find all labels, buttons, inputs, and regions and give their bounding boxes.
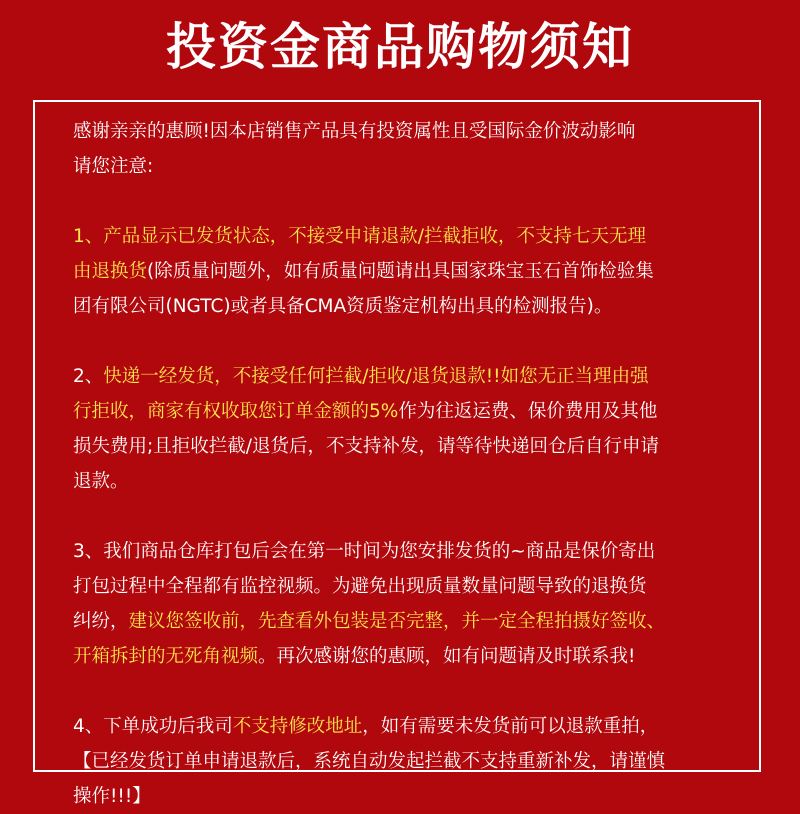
item2-line-2-rest: 作为往返运费、保价费用及其他 (398, 401, 658, 422)
item4-line-1 (73, 709, 737, 744)
item2-line-3: 损失费用;且拒收拦截/退货后，不支持补发，请等待快递回仓后自行申请 (73, 436, 659, 457)
item3-line-3-plain: 纠纷， (73, 611, 129, 632)
item2-highlight-2: 行拒收，商家有权收取您订单金额的5% (73, 401, 399, 422)
notice-content (73, 114, 737, 814)
item4-pre: 4、下单成功后我司 (73, 716, 233, 737)
item2-prefix: 2、 (73, 366, 104, 387)
notice-item-4 (73, 709, 737, 814)
intro-line-2: 请您注意: (73, 156, 154, 177)
item1-line-3: 团有限公司(NGTC)或者具备CMA资质鉴定机构出具的检测报告)。 (73, 296, 613, 317)
item1-line-2-rest: (除质量问题外，如有质量问题请出具国家珠宝玉石首饰检验集 (147, 261, 654, 282)
item3-line-4-rest: 。再次感谢您的惠顾，如有问题请及时联系我! (258, 646, 636, 667)
item1-line-2 (73, 254, 737, 289)
item2-line-1 (73, 359, 737, 394)
notice-panel (33, 100, 761, 807)
intro-line-1: 感谢亲亲的惠顾!因本店销售产品具有投资属性且受国际金价波动影响 (73, 121, 636, 142)
notice-item-1 (73, 219, 737, 324)
notice-item-2 (73, 359, 737, 499)
item4-line-2: 【已经发货订单申请退款后，系统自动发起拦截不支持重新补发，请谨慎 (73, 751, 666, 772)
item4-line-3: 操作!!!】 (73, 786, 151, 807)
item3-line-2: 打包过程中全程都有监控视频。为避免出现质量数量问题导致的退换货 (73, 576, 647, 597)
item3-line-1: 3、我们商品仓库打包后会在第一时间为您安排发货的~商品是保价寄出 (73, 541, 656, 562)
item1-highlight-inline: 由退换货 (73, 261, 148, 282)
item2-line-2 (73, 394, 737, 429)
item3-highlight-1: 建议您签收前，先查看外包装是否完整，并一定全程拍摄好签收、 (128, 611, 666, 632)
item3-line-4 (73, 639, 737, 674)
item2-highlight-1: 快递一经发货，不接受任何拦截/拒收/退货退款!!如您无正当理由强 (103, 366, 649, 387)
page-title: 投资金商品购物须知 (166, 18, 634, 76)
item4-post: ，如有需要未发货前可以退款重拍， (362, 716, 659, 737)
item3-line-3 (73, 604, 737, 639)
intro-paragraph (73, 114, 737, 184)
item4-highlight: 不支持修改地址 (232, 716, 363, 737)
item2-line-4: 退款。 (73, 471, 129, 492)
item1-highlight-line: 1、产品显示已发货状态，不接受申请退款/拦截拒收，不支持七天无理 (73, 226, 647, 247)
notice-item-3 (73, 534, 737, 674)
item3-highlight-2: 开箱拆封的无死角视频 (73, 646, 259, 667)
